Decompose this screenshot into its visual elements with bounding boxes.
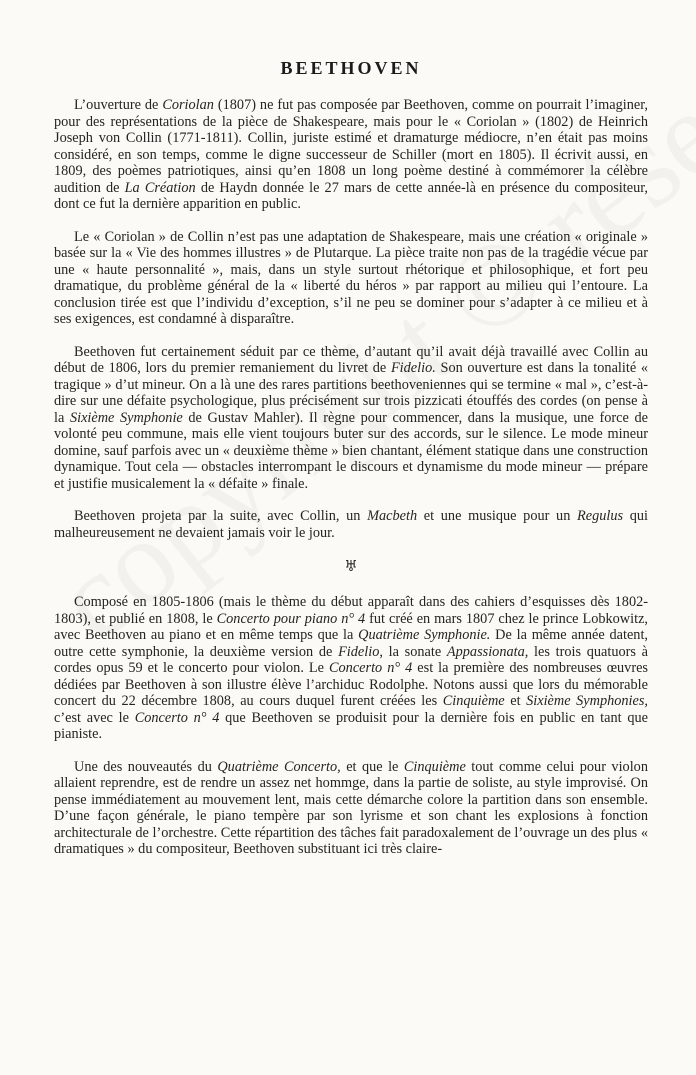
italic-title: Concerto n° 4 [329, 660, 413, 676]
italic-title: Regulus [577, 508, 624, 524]
text-run: Composé en 1805-1806 (mais le thème du début apparaît dans des cahiers d’esquisses dès 1802-1803), et publié en 1808, le [54, 594, 648, 627]
text-run: les trois quatuors à cordes opus 59 et le concerto pour violon. Le [54, 643, 648, 676]
italic-title: Fidelio. [390, 360, 436, 376]
text-run: Le « Coriolan » de Collin n’est pas une adaptation de Shakespeare, mais une création « originale » basée sur la « Vie des hommes illustres » de Plutarque. La pièce traite non pas de la tragédie vécue par une « haute personnalité », mais, dans un style surtout rhétorique et philosophique, et fort peu dramatique, du problème général de la « liberté du héros » par rapport au milieu qui l’entoure. La conclusion tirée est que l’individu d’exception, s’il ne peu se dominer pour s’adapter à ce milieu et à ses exigences, est condamné à disparaître. [54, 228, 648, 327]
page-title: BEETHOVEN [280, 58, 422, 78]
paragraph-beethoven-theme [54, 344, 648, 493]
text-run: et que le [340, 758, 404, 775]
paragraph-coriolan-origin [54, 97, 648, 213]
text-run: Une des nouveautés du [74, 758, 218, 775]
text-run: la sonate [382, 643, 447, 660]
italic-title: Coriolan [162, 97, 214, 113]
italic-title: Concerto pour piano n° 4 [216, 610, 366, 627]
text-run: de Gustav Mahler). Il règne pour commencer, dans la musique, une force de volonté peu commune, mais elle vient toujours buter sur des accords, sur le silence. Le mode mineur domine, sauf parfois avec un « deuxième thème » bien chantant, élément statique dans une construction dynamique. Tout cela — obstacles interrompant le discours et dynamisme du mode mineur — prépare et justifie musicalement la « défaite » finale. [54, 409, 648, 492]
text-run: est la première des nombreuses œuvres dédiées par Beethoven à son illustre élève l’archiduc Rodolphe. Notons aussi que lors du mémorable concert du 22 décembre 1808, au cours duquel furent créées les [54, 660, 648, 709]
italic-title: Concerto n° 4 [134, 709, 220, 726]
text-run: c’est avec le [54, 709, 135, 726]
italic-title: Cinquième [403, 758, 466, 775]
lyre-ornament-icon: ♅ [344, 559, 358, 575]
italic-title: Sixième Symphonies, [526, 693, 648, 709]
paragraph-collin-coriolan [54, 229, 648, 328]
paragraph-concerto-4 [54, 594, 648, 743]
italic-title: Quatrième Concerto, [217, 758, 341, 775]
italic-title: Fidelio, [338, 643, 383, 660]
text-run: et une musique pour un [417, 508, 578, 524]
italic-title: Quatrième Symphonie. [358, 627, 491, 643]
text-run: de Haydn donnée le 27 mars de cette année-là en présence du compositeur, dont ce fut la dernière apparition en public. [54, 179, 649, 212]
text-run: Beethoven fut certainement séduit par ce thème, d’autant qu’il avait déjà travaillé avec Collin au début de 1806, lors du premier remaniement du livret de [54, 343, 648, 376]
document-page [54, 58, 648, 874]
text-run: Beethoven projeta par la suite, avec Collin, un [74, 508, 368, 524]
italic-title: Sixième Symphonie [69, 409, 183, 426]
text-run: que Beethoven se produisit pour la dernière fois en public en tant que pianiste. [54, 709, 648, 742]
italic-title: Cinquième [442, 693, 505, 709]
text-run: fut créé en mars 1807 chez le prince Lobkowitz, avec Beethoven au piano et en même temps que la [54, 610, 648, 643]
paragraph-macbeth-regulus [54, 508, 648, 541]
italic-title: Appassionata, [446, 643, 529, 660]
text-run: L’ouverture de [74, 97, 163, 113]
text-run: Son ouverture est dans la tonalité « tragique » d’ut mineur. On a là une des rares partitions beethoveniennes qui se termine « mal », c’est-à-dire sur une défaite psychologique, plus précisément sur trois pizzicati étouffés des cordes (on pense à la [54, 360, 649, 426]
italic-title: Macbeth [367, 508, 418, 524]
text-run: (1807) ne fut pas composée par Beethoven, comme on pourrait l’imaginer, pour des représentations de la pièce de Shakespeare, mais pour le « Coriolan » (1802) de Heinrich Joseph von Collin (1771-1811). Collin, juriste estimé et dramaturge médiocre, n’en était pas moins considéré, en son temps, comme le digne successeur de Schiller (mort en 1805). Il écrivit aussi, en 1809, des poèmes patriotiques, ainsi qu’en 1808 un long poème destiné à commémorer la célèbre audition de [54, 97, 648, 196]
text-run: De la même année datent, outre cette symphonie, la deuxième version de [54, 627, 649, 660]
text-run: qui malheureusement ne devaient jamais voir le jour. [54, 508, 649, 541]
text-run: et [504, 693, 527, 709]
italic-title: La Création [124, 179, 196, 196]
paragraph-quatrieme-concerto [54, 759, 648, 858]
text-run: tout comme celui pour violon allaient reprendre, est de rendre un assez net hommge, dans la partie de soliste, au style improvisé. On pense immédiatement au mouvement lent, mais cette démarche colore la partition dans son ensemble. D’une façon générale, le piano tempère par son lyrisme et son chant les explosions à fonction architecturale de l’orchestre. Cette répartition des tâches fait paradoxalement de l’ouvrage un des plus « dramatiques » du compositeur, Beethoven substituant ici très claire- [54, 758, 648, 857]
